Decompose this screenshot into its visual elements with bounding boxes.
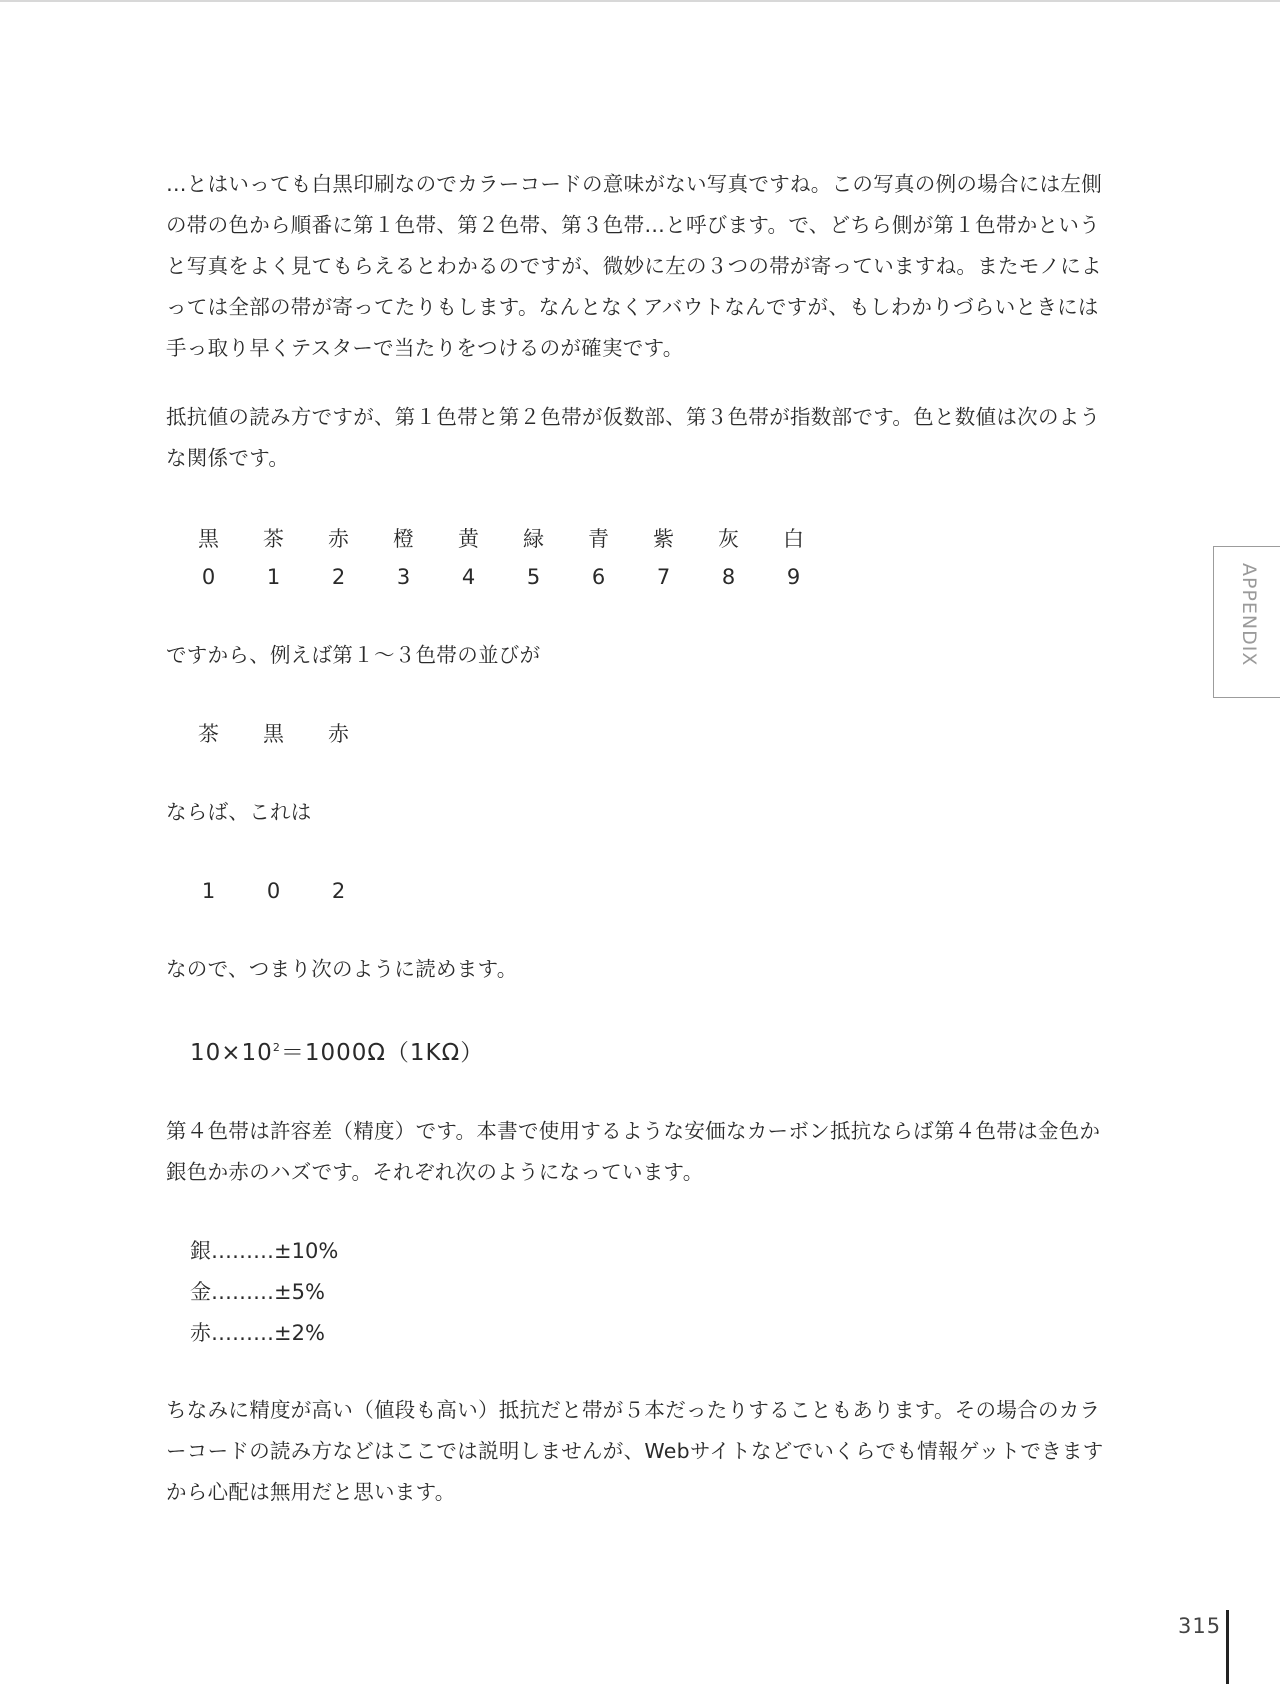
- paragraph-five-bands: ちなみに精度が高い（値段も高い）抵抗だと帯が５本だったりすることもあります。その場合のカラーコードの読み方などはここでは説明しませんが、Webサイトなどでいくらでも情報ゲットできますから心配は無用だと思います。: [166, 1398, 1104, 1504]
- example-digit: 2: [331, 879, 346, 903]
- color-value: 0: [201, 565, 216, 589]
- paragraph-read-as: なので、つまり次のように読めます。: [166, 957, 518, 981]
- color-name: 灰: [718, 527, 739, 551]
- color-name: 黒: [198, 527, 219, 551]
- example-color: 黒: [263, 722, 284, 746]
- color-value: 8: [721, 565, 736, 589]
- color-value: 3: [396, 565, 411, 589]
- tolerance-item: 金………±5%: [190, 1280, 325, 1304]
- paragraph-tolerance: 第４色帯は許容差（精度）です。本書で使用するような安価なカーボン抵抗ならば第４色帯は金色か銀色か赤のハズです。それぞれ次のようになっています。: [166, 1119, 1101, 1184]
- resistance-formula: [190, 1028, 1114, 1073]
- color-value: 5: [526, 565, 541, 589]
- example-digit: 1: [201, 879, 216, 903]
- color-value: 9: [786, 565, 801, 589]
- color-value: 2: [331, 565, 346, 589]
- formula-exponent: 2: [272, 1041, 281, 1054]
- tolerance-list: [190, 1231, 1114, 1354]
- tolerance-item: 銀………±10%: [190, 1239, 339, 1263]
- paragraph-reading-method: 抵抗値の読み方ですが、第１色帯と第２色帯が仮数部、第３色帯が指数部です。色と数値は次のような関係です。: [166, 405, 1101, 470]
- appendix-tab-label: APPENDIX: [1238, 563, 1260, 667]
- color-value: 7: [656, 565, 671, 589]
- color-value: 1: [266, 565, 281, 589]
- example-color: 赤: [328, 722, 349, 746]
- page-number-bar: [1226, 1610, 1229, 1684]
- color-name: 紫: [653, 527, 674, 551]
- appendix-side-tab: [1213, 546, 1280, 698]
- color-value: 4: [461, 565, 476, 589]
- color-name: 青: [588, 527, 609, 551]
- tolerance-item: 赤………±2%: [190, 1321, 325, 1345]
- color-name-row: [176, 519, 1114, 559]
- example-digit: 0: [266, 879, 281, 903]
- page-content: [166, 164, 1114, 1513]
- color-name: 橙: [393, 527, 414, 551]
- color-name: 茶: [263, 527, 284, 551]
- example-color-sequence: [176, 714, 1114, 754]
- color-value-table: [176, 519, 1114, 595]
- color-value-row: [176, 559, 1114, 595]
- formula-base: 10×10: [190, 1040, 273, 1066]
- page-number: 315: [1178, 1614, 1222, 1638]
- paragraph-then: ならば、これは: [166, 800, 312, 824]
- example-digit-sequence: [176, 871, 1114, 911]
- top-rule: [0, 0, 1280, 2]
- color-value: 6: [591, 565, 606, 589]
- color-name: 黄: [458, 527, 479, 551]
- example-color: 茶: [198, 722, 219, 746]
- color-name: 赤: [328, 527, 349, 551]
- formula-result: ＝1000Ω（1KΩ）: [280, 1040, 485, 1066]
- color-name: 緑: [523, 527, 544, 551]
- color-name: 白: [783, 527, 804, 551]
- paragraph-color-code-intro: …とはいっても白黒印刷なのでカラーコードの意味がない写真ですね。この写真の例の場合には左側の帯の色から順番に第１色帯、第２色帯、第３色帯…と呼びます。で、どちら側が第１色帯かというと写真をよく見てもらえるとわかるのですが、微妙に左の３つの帯が寄っていますね。またモノによっては全部の帯が寄ってたりもします。なんとなくアバウトなんですが、もしわかりづらいときには手っ取り早くテスターで当たりをつけるのが確実です。: [166, 172, 1102, 360]
- paragraph-example-intro: ですから、例えば第１～３色帯の並びが: [166, 643, 541, 667]
